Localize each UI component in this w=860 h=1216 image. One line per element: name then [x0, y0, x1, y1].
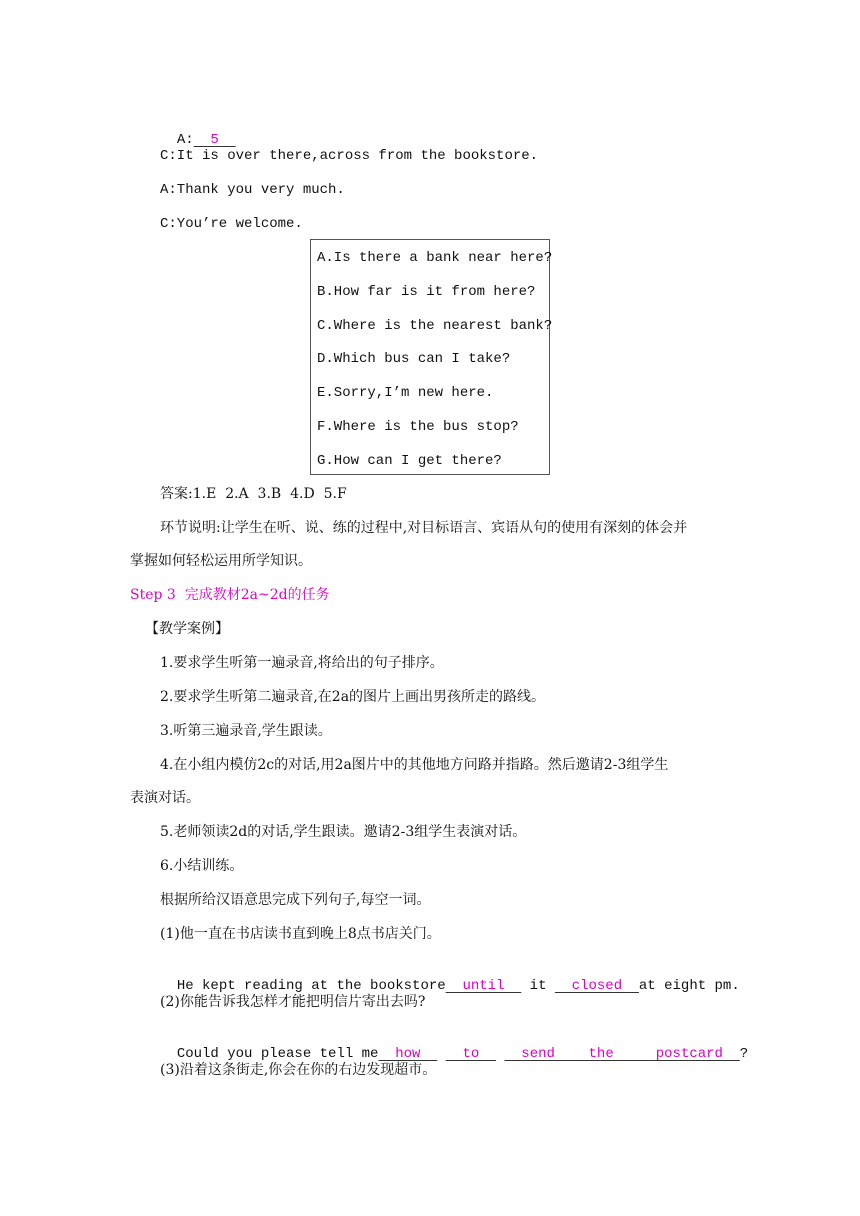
explanation-line-1: 环节说明:让学生在听、说、练的过程中,对目标语言、宾语从句的使用有深刻的体会并 — [160, 520, 688, 536]
question-text: Could you please tell me — [176, 1046, 379, 1062]
question-3-chinese: (3)沿着这条街走,你会在你的右边发现超市。 — [160, 1062, 437, 1078]
question-text: ? — [739, 1046, 749, 1062]
answer-key: 答案:1.E 2.A 3.B 4.D 5.F — [160, 486, 347, 502]
option-f: F.Where is the bus stop? — [317, 419, 519, 435]
list-item: 6.小结训练。 — [160, 858, 244, 874]
question-1-chinese: (1)他一直在书店读书直到晚上8点书店关门。 — [160, 926, 441, 942]
option-g: G.How can I get there? — [317, 453, 502, 469]
list-item: 表演对话。 — [130, 790, 200, 806]
answer-blank: the — [588, 1046, 656, 1062]
explanation-line-2: 掌握如何轻松运用所学知识。 — [130, 553, 312, 569]
question-text: He kept reading at the bookstore — [176, 978, 446, 994]
option-b: B.How far is it from here? — [317, 284, 536, 300]
answer-blank: to — [445, 1046, 497, 1062]
option-c: C.Where is the nearest bank? — [317, 318, 553, 334]
question-2-english — [160, 1027, 748, 1063]
speaker-a-label: A: — [176, 132, 194, 148]
list-item: 2.要求学生听第二遍录音,在2a的图片上画出男孩所走的路线。 — [160, 689, 546, 705]
answer-blank: closed — [554, 978, 639, 994]
list-item: 4.在小组内模仿2c的对话,用2a图片中的其他地方问路并指路。然后邀请2-3组学生 — [160, 757, 669, 773]
teaching-case-title: 【教学案例】 — [145, 621, 229, 637]
answer-blank: postcard — [655, 1046, 740, 1062]
answer-blank: send — [504, 1046, 589, 1062]
dialog-line-c1: C:It is over there,across from the bookstore. — [160, 148, 539, 164]
list-item: 1.要求学生听第一遍录音,将给出的句子排序。 — [160, 655, 444, 671]
question-2-chinese: (2)你能告诉我怎样才能把明信片寄出去吗? — [160, 994, 426, 1010]
exercise-instruction: 根据所给汉语意思完成下列句子,每空一词。 — [160, 892, 431, 908]
question-text: it — [521, 978, 555, 994]
list-item: 5.老师领读2d的对话,学生跟读。邀请2-3组学生表演对话。 — [160, 824, 527, 840]
dialog-line-a2: A:Thank you very much. — [160, 182, 345, 198]
list-item: 3.听第三遍录音,学生跟读。 — [160, 723, 332, 739]
question-text: at eight pm. — [638, 978, 740, 994]
step-3-heading: Step 3 完成教材2a~2d的任务 — [130, 587, 330, 603]
answer-blank: how — [378, 1046, 438, 1062]
option-d: D.Which bus can I take? — [317, 351, 511, 367]
options-box — [310, 239, 553, 475]
question-1-english — [160, 959, 740, 995]
dialog-line-a — [160, 113, 236, 149]
option-e: E.Sorry,I’m new here. — [317, 385, 494, 401]
answer-blank-5: 5 — [193, 132, 236, 148]
answer-blank: until — [445, 978, 522, 994]
dialog-line-c2: C:You’re welcome. — [160, 216, 303, 232]
option-a: A.Is there a bank near here? — [317, 250, 553, 266]
